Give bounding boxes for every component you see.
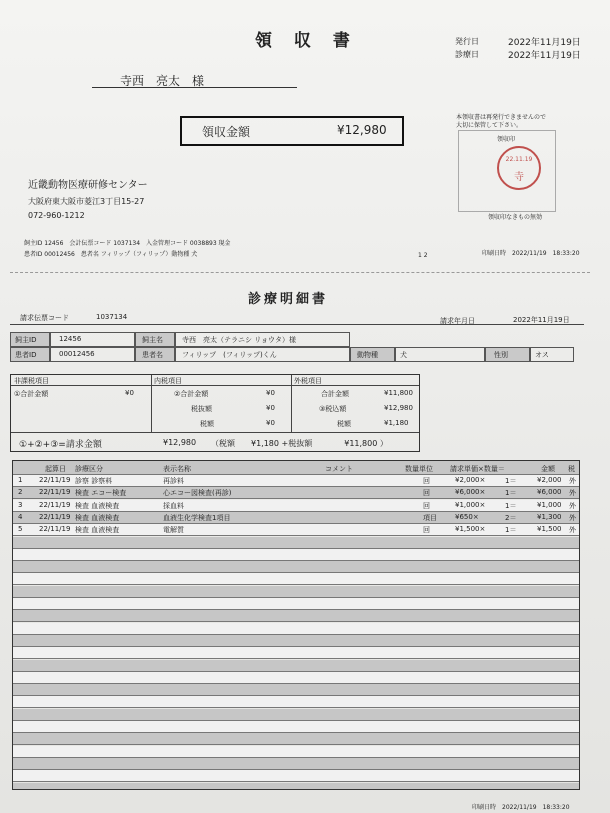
row-category: 検査 血液検査: [75, 513, 120, 522]
table-row: [13, 623, 579, 635]
incl-tax: ¥0: [266, 419, 275, 427]
row-qty: 2＝: [505, 513, 517, 522]
table-row: [13, 598, 579, 610]
row-date: 22/11/19: [39, 500, 71, 509]
nontax-total-label: ①合計金額: [14, 390, 49, 398]
tax-summary: [10, 374, 420, 452]
stamp-note-2: 大切に保管して下さい。: [456, 122, 523, 129]
patient-label-cell: [135, 347, 175, 362]
stamp-note-bottom: 領収印なきもの無効: [488, 214, 543, 221]
row-tax: 外: [569, 477, 576, 485]
customer-name: 寺西 亮太 様: [120, 74, 205, 88]
amount-value: ¥12,980: [337, 123, 387, 137]
table-row: [13, 684, 579, 696]
owner-id: 12456: [59, 335, 82, 343]
table-row: [13, 672, 579, 684]
amount-label: 領収金額: [202, 125, 251, 139]
excl-incl-label: ③税込額: [319, 405, 347, 413]
owner-label: 飼主名: [142, 336, 163, 344]
owner-id-label-cell: [10, 332, 50, 347]
row-amount: ¥6,000: [537, 488, 562, 497]
table-row: [13, 733, 579, 745]
incl-total-label: ②合計金額: [174, 390, 209, 398]
excl-head: 外税項目: [294, 377, 322, 385]
row-unit: 回: [423, 489, 430, 498]
issue-date: 2022年11月19日: [508, 38, 581, 48]
formula-label: ①+②+③=請求金額: [19, 440, 102, 450]
table-row: [13, 512, 579, 524]
patient-id-cell: [50, 347, 135, 362]
row-name: 心エコー図検査(再診): [163, 489, 232, 498]
table-row: [13, 561, 579, 573]
receipt-title: 領 収 書: [255, 31, 358, 51]
patient-name: フィリップ (フィリップ)くん: [182, 351, 277, 359]
row-no: 4: [18, 512, 23, 521]
row-no: 2: [18, 488, 23, 497]
row-no: 1: [18, 476, 23, 484]
row-qty: 1＝: [505, 526, 517, 535]
excl-incl: ¥12,980: [384, 404, 413, 412]
species-cell: [395, 347, 485, 362]
row-qty: 1＝: [505, 489, 517, 498]
stamp-note-1: 本領収書は再発行できませんので: [456, 114, 547, 121]
print-datetime: 印刷日時 2022/11/19 18:33:20: [482, 250, 580, 257]
col-price-qty: 請求単価×数量＝: [450, 465, 505, 473]
row-unit: 項目: [423, 513, 437, 522]
slip-code: 1037134: [96, 313, 128, 321]
table-row: [13, 709, 579, 721]
name-underline: [92, 87, 297, 88]
row-unit: 回: [423, 526, 430, 535]
table-row: [13, 647, 579, 659]
table-row: [13, 696, 579, 708]
footer-print-datetime: 印刷日時 2022/11/19 18:33:20: [472, 804, 570, 811]
row-category: 検査 血液検査: [75, 526, 120, 535]
owner-id-cell: [50, 332, 135, 347]
row-date: 22/11/19: [39, 488, 71, 497]
owner-label-cell: [135, 332, 175, 347]
cut-line: [10, 272, 590, 273]
excl-tax-label: 税額: [337, 420, 351, 428]
meta-line-1: 飼主ID 12456 会計伝票コード 1037134 入金管理コード 0038893 現金: [24, 240, 231, 247]
stamp-char: 寺: [514, 172, 524, 183]
patient-label: 患者名: [142, 351, 163, 359]
species: 犬: [400, 351, 407, 359]
patient-id-label-cell: [10, 347, 50, 362]
nontax-total: ¥0: [125, 389, 134, 397]
sex-cell: [530, 347, 574, 362]
row-date: 22/11/19: [39, 476, 71, 484]
issue-date-label: 発行日: [455, 37, 479, 46]
table-row: [13, 746, 579, 758]
table-header-row: [13, 461, 579, 475]
billing-date-label: 請求年月日: [440, 317, 475, 325]
header-rule: [10, 324, 584, 325]
incl-head: 内税項目: [154, 377, 182, 385]
row-tax: 外: [569, 501, 576, 510]
incl-total: ¥0: [266, 389, 275, 397]
row-name: 採血料: [163, 501, 184, 510]
red-stamp: [497, 146, 541, 190]
col-date: 起算日: [45, 465, 66, 473]
row-category: 検査 血液検査: [75, 501, 120, 510]
table-row: [13, 783, 579, 791]
billing-date: 2022年11月19日: [513, 316, 570, 324]
table-row: [13, 500, 579, 512]
incl-excl: ¥0: [266, 404, 275, 412]
page-mark: 1 2: [418, 252, 428, 259]
row-name: 電解質: [163, 526, 184, 535]
row-amount: ¥1,000: [537, 500, 562, 509]
row-amount: ¥2,000: [537, 476, 562, 484]
clinic-tel: 072-960-1212: [28, 211, 85, 220]
row-category: 診察 診察料: [75, 477, 113, 485]
formula-detail: （税額 ¥1,180 +税抜額 ¥11,800 ）: [211, 439, 388, 448]
excl-tax: ¥1,180: [384, 419, 409, 427]
species-label-cell: [350, 347, 395, 362]
amount-box: [180, 116, 404, 146]
sex: オス: [535, 351, 549, 359]
row-price: ¥1,500×: [455, 525, 486, 534]
col-name: 表示名称: [163, 465, 191, 473]
row-price: ¥650×: [455, 512, 479, 521]
row-date: 22/11/19: [39, 525, 71, 534]
detail-title: 診療明細書: [248, 292, 329, 307]
row-unit: 回: [423, 501, 430, 510]
row-unit: 回: [423, 477, 430, 485]
row-amount: ¥1,300: [537, 512, 562, 521]
row-qty: 1＝: [505, 477, 517, 485]
sex-label-cell: [485, 347, 530, 362]
formula-amount: ¥12,980: [163, 438, 197, 447]
owner-name-cell: [175, 332, 350, 347]
row-qty: 1＝: [505, 501, 517, 510]
detail-table: [12, 460, 580, 790]
clinic-name: 近畿動物医療研修センター: [28, 180, 148, 191]
species-label: 動物種: [357, 351, 378, 359]
table-row: [13, 586, 579, 598]
visit-date: 2022年11月19日: [508, 51, 581, 61]
row-no: 5: [18, 525, 23, 534]
row-price: ¥6,000×: [455, 488, 486, 497]
patient-id-label: 患者ID: [15, 351, 37, 359]
stamp-label: 領収印: [497, 136, 516, 143]
incl-tax-label: 税額: [200, 420, 214, 428]
row-category: 検査 エコー検査: [75, 489, 127, 498]
meta-line-2: 患者ID 00012456 患者名 フィリップ（フィリップ）動物種 犬: [24, 251, 198, 258]
nontax-head: 非課税項目: [14, 377, 49, 385]
table-row: [13, 475, 579, 487]
row-price: ¥2,000×: [455, 476, 486, 484]
row-tax: 外: [569, 526, 576, 535]
slip-code-label: 請求伝票コード: [20, 314, 69, 322]
table-row: [13, 549, 579, 561]
excl-total: ¥11,800: [384, 389, 413, 397]
col-tax: 税: [568, 465, 575, 473]
row-amount: ¥1,500: [537, 525, 562, 534]
incl-excl-label: 税抜額: [191, 405, 212, 413]
row-name: 再診料: [163, 477, 184, 485]
row-name: 血液生化学検査1項目: [163, 513, 231, 522]
row-no: 3: [18, 500, 23, 509]
row-date: 22/11/19: [39, 512, 71, 521]
row-tax: 外: [569, 513, 576, 522]
table-row: [13, 487, 579, 499]
owner-name: 寺西 亮太（テラニシ リョウタ）様: [182, 336, 296, 344]
table-row: [13, 524, 579, 536]
patient-name-cell: [175, 347, 350, 362]
stamp-date: 22.11.19: [505, 156, 533, 163]
table-row: [13, 610, 579, 622]
clinic-address: 大阪府東大阪市菱江3丁目15-27: [28, 197, 145, 206]
table-row: [13, 758, 579, 770]
visit-date-label: 診療日: [455, 50, 479, 59]
patient-id: 00012456: [59, 350, 95, 358]
col-comment: コメント: [325, 465, 353, 473]
table-row: [13, 537, 579, 549]
sex-label: 性別: [494, 351, 508, 359]
col-category: 診療区分: [75, 465, 103, 473]
col-amount: 金額: [541, 465, 555, 473]
table-row: [13, 660, 579, 672]
row-price: ¥1,000×: [455, 500, 486, 509]
excl-total-label: 合計金額: [321, 390, 349, 398]
owner-id-label: 飼主ID: [15, 336, 37, 344]
row-tax: 外: [569, 489, 576, 498]
table-row: [13, 635, 579, 647]
table-row: [13, 770, 579, 782]
col-unit: 数量単位: [405, 465, 433, 473]
table-row: [13, 573, 579, 585]
table-row: [13, 721, 579, 733]
